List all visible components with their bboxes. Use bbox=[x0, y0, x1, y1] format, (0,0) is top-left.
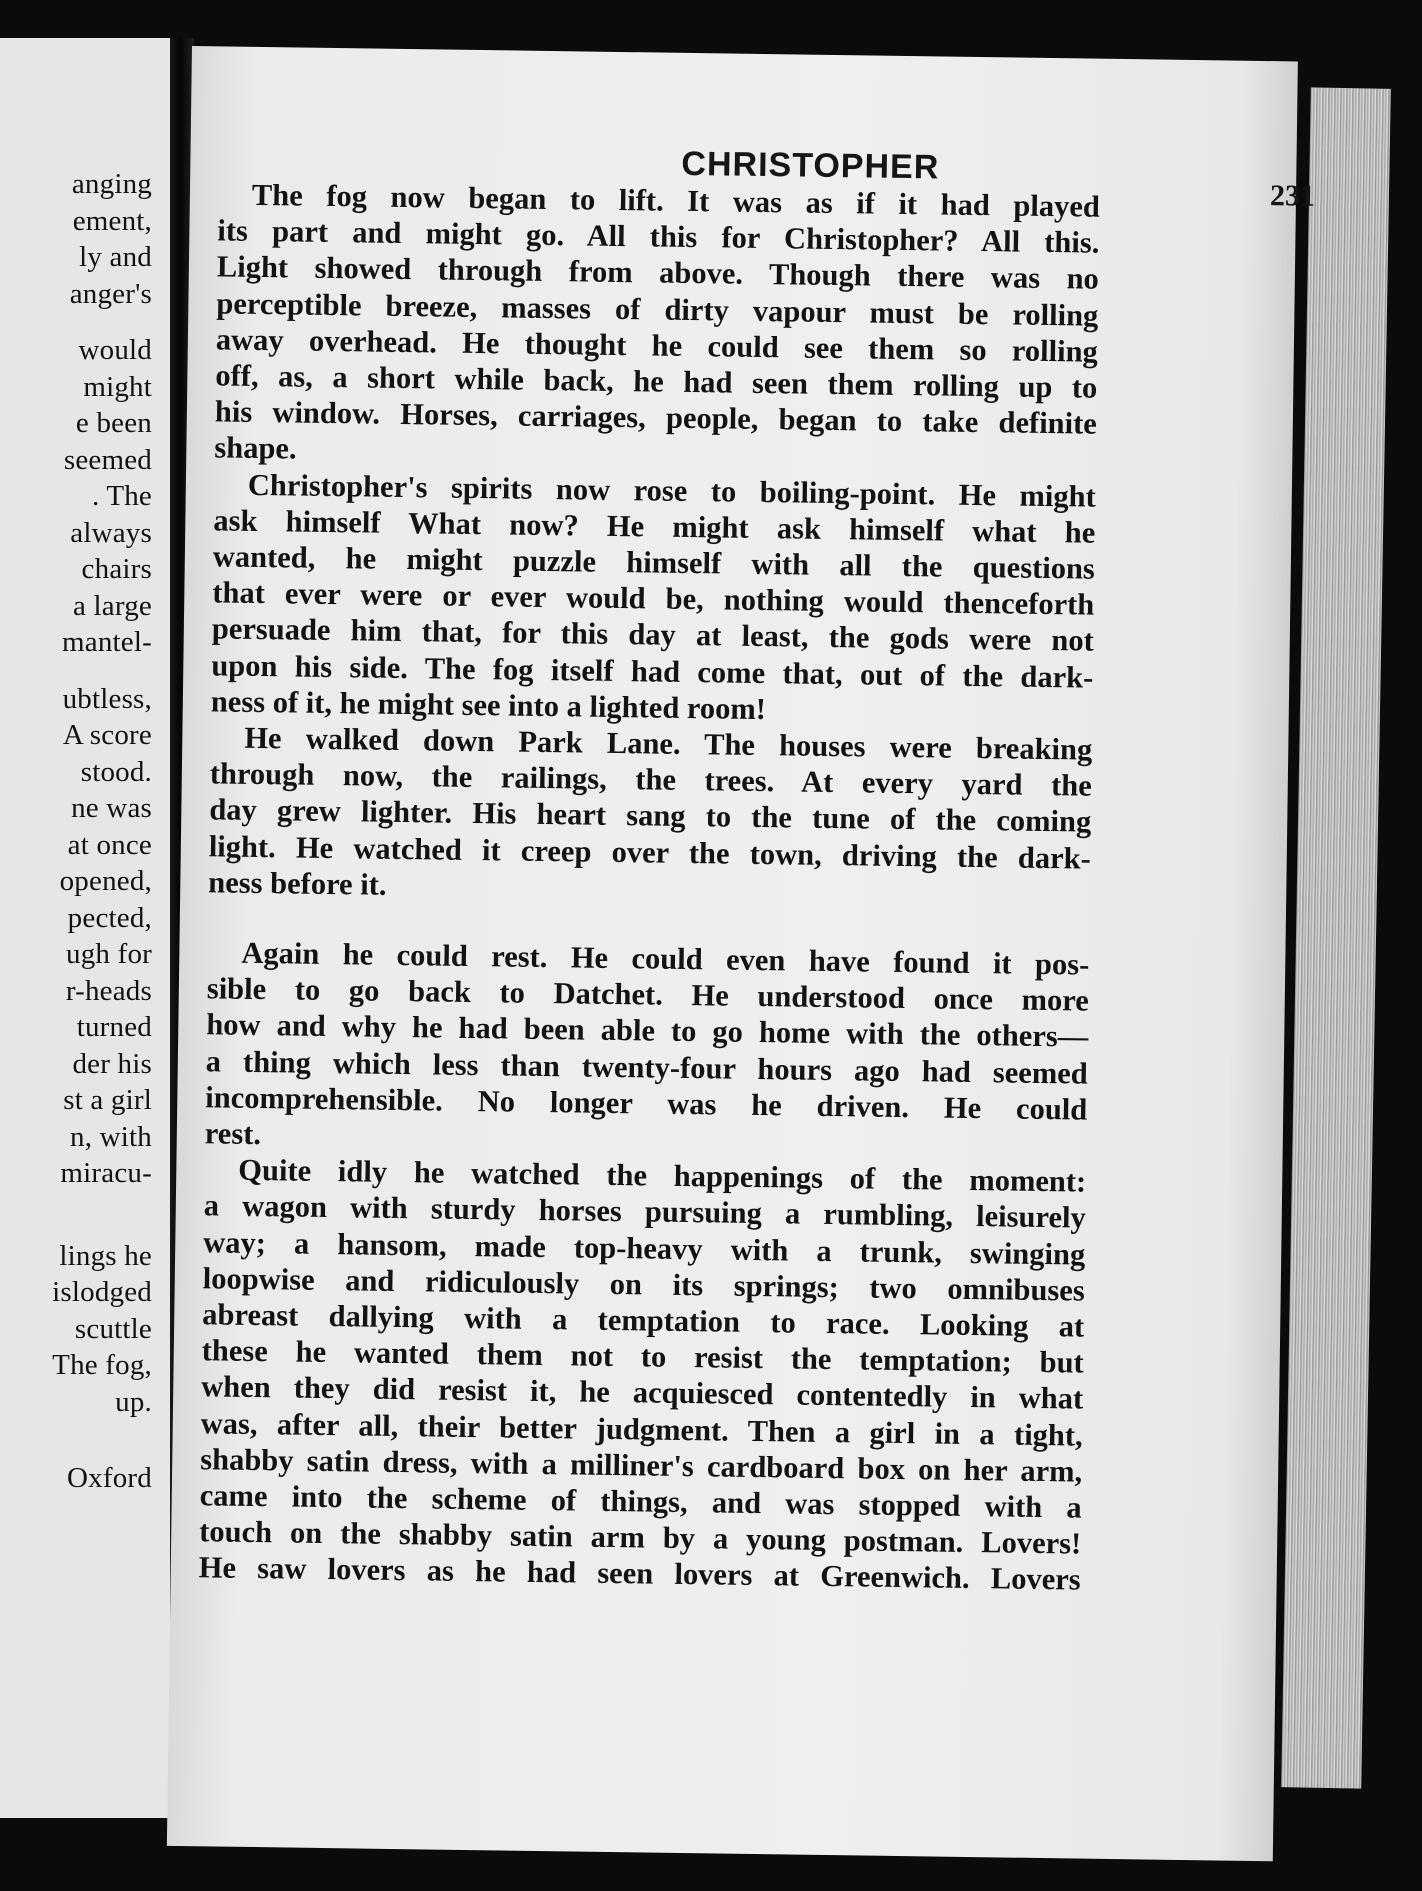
text-line: The fog now began to lift. It was as if it had played bbox=[251, 177, 1101, 224]
text-line: wanted, he might puzzle himself with all the questions bbox=[212, 539, 1096, 586]
left-page-line: Oxford bbox=[67, 1462, 152, 1494]
text-line: way; a hansom, made top-heavy with a trunk, swinging bbox=[203, 1224, 1086, 1272]
text-line: persuade him that, for this day at least, the gods were not bbox=[211, 611, 1095, 659]
text-line: away overhead. He thought he could see them so rolling bbox=[215, 322, 1099, 369]
left-page-line: anging bbox=[71, 168, 152, 200]
text-line: ness before it. bbox=[208, 865, 387, 902]
left-page-line: chairs bbox=[81, 553, 152, 585]
left-page-line: seemed bbox=[63, 443, 152, 476]
left-page bbox=[0, 38, 170, 1818]
page-number: 231 bbox=[1269, 179, 1316, 213]
left-page-line: mantel- bbox=[62, 626, 152, 658]
left-page-line: islodged bbox=[52, 1276, 152, 1308]
text-line: shabby satin dress, with a milliner's cardboard box on her arm, bbox=[200, 1442, 1083, 1489]
left-page-line: scuttle bbox=[74, 1312, 152, 1345]
left-page-line: ne was bbox=[71, 792, 152, 824]
text-line: upon his side. The fog itself had come that, out of the dark- bbox=[211, 647, 1094, 695]
left-page-line: anger's bbox=[69, 277, 152, 310]
left-page-line: turned bbox=[76, 1011, 152, 1043]
left-page-line: ugh for bbox=[66, 938, 152, 970]
left-page-line: opened, bbox=[59, 865, 152, 897]
text-line: incomprehensible. No longer was he driven. He could bbox=[205, 1080, 1088, 1127]
left-page-line: might bbox=[83, 370, 152, 403]
left-page-line: a large bbox=[73, 589, 152, 622]
running-head: CHRISTOPHER bbox=[681, 144, 940, 187]
text-line: through now, the railings, the trees. At every yard the bbox=[209, 756, 1092, 803]
text-line: ness of it, he might see into a lighted room! bbox=[210, 684, 767, 726]
text-line: its part and might go. All this for Christopher? All this. bbox=[217, 213, 1100, 260]
left-page-line: ly and bbox=[79, 241, 152, 273]
text-line: Again he could rest. He could even have found it pos- bbox=[241, 935, 1090, 982]
text-line: day grew lighter. His heart sang to the tune of the coming bbox=[209, 792, 1092, 840]
left-page-line: miracu- bbox=[60, 1157, 152, 1189]
text-line: He walked down Park Lane. The houses were breaking bbox=[244, 720, 1093, 767]
text-line: that ever were or ever would be, nothing would thenceforth bbox=[212, 575, 1095, 622]
page-edges bbox=[1281, 87, 1391, 1788]
text-line: a thing which less than twenty-four hours ago had seemed bbox=[205, 1043, 1088, 1091]
text-line: was, after all, their better judgment. Then a girl in a tight, bbox=[200, 1405, 1083, 1453]
left-page-line: ubtless, bbox=[62, 682, 152, 715]
body-text bbox=[167, 46, 1292, 1861]
text-line: abreast dallying with a temptation to race. Looking at bbox=[202, 1297, 1085, 1344]
left-page-line: A score bbox=[62, 719, 152, 751]
text-line: light. He watched it creep over the town, driving the dark- bbox=[208, 828, 1091, 876]
text-line: these he wanted them not to resist the temptation; but bbox=[201, 1333, 1084, 1380]
text-line: a wagon with sturdy horses pursuing a rumbling, leisurely bbox=[203, 1188, 1086, 1235]
left-page-line: r-heads bbox=[65, 974, 152, 1007]
text-line: his window. Horses, carriages, people, began to take definite bbox=[214, 394, 1098, 441]
text-line: rest. bbox=[204, 1116, 262, 1152]
left-page-line: at once bbox=[67, 828, 152, 861]
left-page-line: st a girl bbox=[63, 1084, 152, 1116]
text-line: how and why he had been able to go home with the others— bbox=[206, 1007, 1089, 1054]
text-line: off, as, a short while back, he had seen them rolling up to bbox=[215, 358, 1098, 405]
left-page-line: up. bbox=[115, 1385, 152, 1418]
left-page-line: would bbox=[78, 334, 152, 366]
left-page-line: e been bbox=[75, 407, 152, 439]
text-line: touch on the shabby satin arm by a young postman. Lovers! bbox=[199, 1514, 1082, 1561]
text-line: loopwise and ridiculously on its springs; two omnibuses bbox=[202, 1261, 1085, 1308]
left-page-line: The fog, bbox=[52, 1349, 152, 1381]
left-page-line: . The bbox=[91, 480, 152, 512]
left-page-line: n, with bbox=[70, 1120, 152, 1153]
left-page-line: always bbox=[70, 516, 152, 549]
left-page-line: pected, bbox=[67, 901, 152, 934]
left-page-line: ement, bbox=[72, 204, 152, 237]
right-page bbox=[167, 46, 1316, 1861]
left-page-line: lings he bbox=[59, 1239, 152, 1272]
text-line: Light showed through from above. Though there was no bbox=[216, 249, 1100, 297]
text-line: Christopher's spirits now rose to boiling-point. He might bbox=[247, 467, 1097, 514]
text-line: He saw lovers as he had seen lovers at Greenwich. Lovers bbox=[198, 1550, 1081, 1597]
text-line: sible to go back to Datchet. He understood once more bbox=[206, 971, 1089, 1018]
text-line: when they did resist it, he acquiesced contentedly in what bbox=[201, 1369, 1084, 1416]
left-page-line: der his bbox=[72, 1047, 152, 1080]
text-line: came into the scheme of things, and was stopped with a bbox=[199, 1478, 1082, 1525]
text-line: perceptible breeze, masses of dirty vapour must be rolling bbox=[216, 285, 1099, 333]
left-page-line: stood. bbox=[80, 755, 152, 788]
text-line: ask himself What now? He might ask himself what he bbox=[213, 503, 1096, 550]
text-line: shape. bbox=[214, 430, 297, 466]
text-line: Quite idly he watched the happenings of the moment: bbox=[238, 1152, 1087, 1199]
